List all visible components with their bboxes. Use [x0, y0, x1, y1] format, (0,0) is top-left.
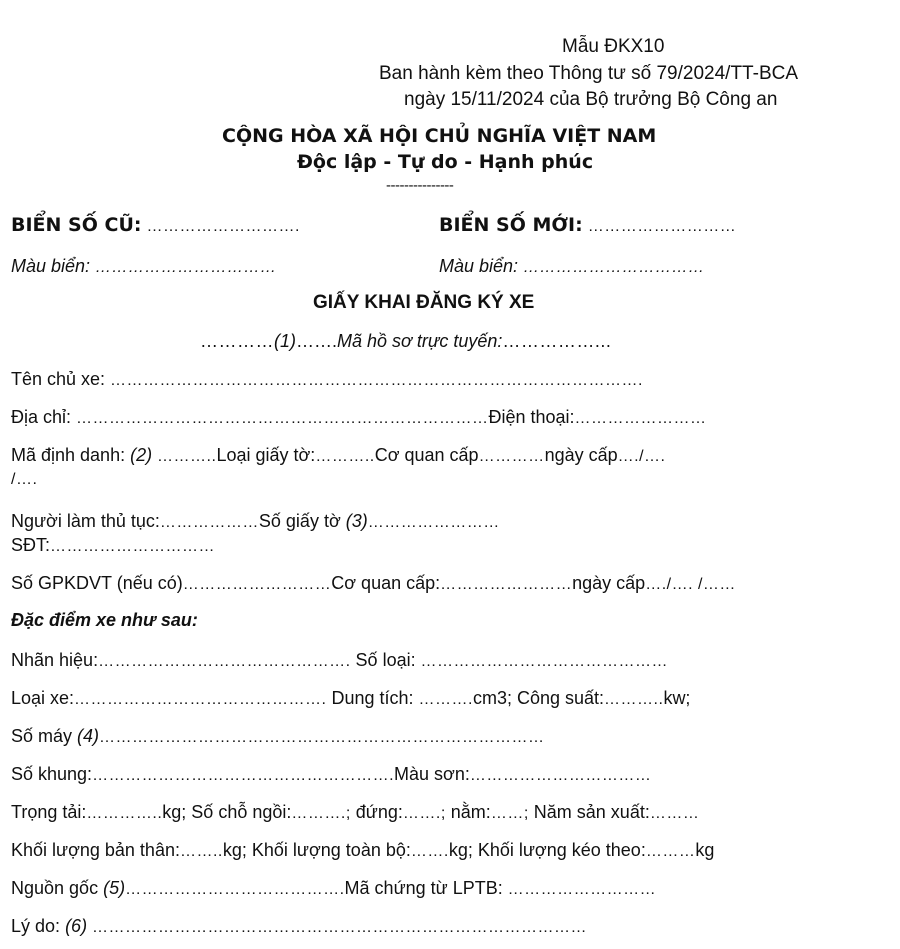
new-plate-field[interactable]: ………………………	[587, 218, 737, 235]
standing-label: đứng:	[355, 802, 403, 822]
vehicle-section-title: Đặc điểm xe như sau:	[11, 610, 198, 630]
online-file-label: Mã hồ sơ trực tuyến:	[337, 331, 503, 351]
paint-color-field[interactable]: ……………………………	[469, 767, 652, 784]
total-weight-label: Khối lượng toàn bộ:	[251, 840, 411, 860]
new-plate-row	[439, 216, 736, 235]
capacity-field[interactable]: ……….	[413, 691, 473, 708]
gpkdvt-date-field[interactable]: …./…. /……	[645, 576, 736, 593]
engine-number-field[interactable]: ………………………………………………………………………	[99, 729, 545, 746]
brand-label: Nhãn hiệu:	[11, 650, 99, 670]
total-weight-field[interactable]: …….	[410, 843, 449, 860]
year-field[interactable]: ………	[649, 805, 700, 822]
office-field[interactable]: …………	[200, 331, 274, 351]
applicant-phone-row	[11, 536, 215, 555]
total-weight-unit: kg;	[448, 840, 473, 860]
phone-label: Điện thoại:	[488, 407, 575, 427]
lying-label: nằm:	[450, 802, 491, 822]
vehicle-type-label: Loại xe:	[11, 688, 75, 708]
lying-field[interactable]: ……;	[490, 805, 529, 822]
tow-weight-field[interactable]: ………	[645, 843, 696, 860]
reason-field[interactable]: ………………………………………………………………………………	[87, 919, 588, 936]
self-weight-label: Khối lượng bản thân:	[11, 840, 180, 860]
vehicle-type-row	[11, 689, 690, 708]
id-label: Mã định danh:	[11, 445, 126, 465]
tow-weight-unit: kg	[695, 840, 715, 860]
lptb-label: Mã chứng từ LPTB:	[344, 878, 503, 898]
id-date-label: ngày cấp	[544, 445, 618, 465]
new-plate-label: BIỂN SỐ MỚI:	[439, 214, 583, 236]
separator-dots: …….	[296, 331, 338, 351]
note-4: (4)	[77, 726, 100, 746]
old-plate-color-label: Màu biển:	[11, 256, 91, 276]
frame-number-field[interactable]: ……………………………………………….	[92, 767, 395, 784]
doc-number-field[interactable]: ……………………	[367, 514, 500, 531]
doc-type-field[interactable]: ………..	[315, 448, 375, 465]
frame-number-label: Số khung:	[11, 764, 93, 784]
address-field[interactable]: …………………………………………………………………	[71, 410, 489, 427]
note-6: (6)	[65, 916, 88, 936]
self-weight-unit: kg;	[222, 840, 247, 860]
old-plate-color-field[interactable]: ……………………………	[95, 259, 277, 276]
note-5: (5)	[103, 878, 126, 898]
capacity-label: Dung tích:	[331, 688, 414, 708]
gpkdvt-date-label: ngày cấp	[572, 573, 646, 593]
origin-row	[11, 879, 656, 898]
owner-name-label: Tên chủ xe:	[11, 369, 106, 389]
reason-row	[11, 917, 587, 936]
standing-field[interactable]: …….;	[402, 805, 446, 822]
header-divider: ---------------	[386, 177, 454, 194]
frame-number-row	[11, 765, 651, 784]
note-3: (3)	[345, 511, 368, 531]
form-code: Mẫu ĐKX10	[562, 36, 665, 57]
id-date-field[interactable]: …./….	[617, 448, 666, 465]
old-plate-color-row	[11, 257, 277, 276]
owner-name-row	[11, 370, 643, 389]
applicant-phone-label: SĐT:	[11, 535, 51, 555]
applicant-phone-field[interactable]: …………………………	[50, 538, 216, 555]
power-label: Công suất:	[516, 688, 605, 708]
gpkdvt-row	[11, 574, 736, 593]
note-1: (1)	[274, 331, 296, 351]
address-label: Địa chỉ:	[11, 407, 72, 427]
issued-line-1: Ban hành kèm theo Thông tư số 79/2024/TT-BCA	[379, 63, 799, 84]
capacity-unit: cm3;	[472, 688, 512, 708]
engine-number-label: Số máy	[11, 726, 73, 746]
new-plate-color-row	[439, 257, 705, 276]
phone-field[interactable]: ……………………	[574, 410, 707, 427]
gpkdvt-label: Số GPKDVT (nếu có)	[11, 573, 183, 593]
brand-row	[11, 651, 668, 670]
power-unit: kw;	[663, 688, 691, 708]
load-field[interactable]: …………..	[86, 805, 163, 822]
applicant-row	[11, 512, 500, 531]
note-2: (2)	[130, 445, 153, 465]
doc-type-label: Loại giấy tờ:	[216, 445, 316, 465]
weight-row	[11, 841, 714, 860]
paint-color-label: Màu sơn:	[394, 764, 470, 784]
id-row	[11, 446, 665, 465]
self-weight-field[interactable]: ……..	[179, 843, 223, 860]
owner-name-field[interactable]: …………………………………………………………………………………….	[105, 372, 643, 389]
country-name: CỘNG HÒA XÃ HỘI CHỦ NGHĨA VIỆT NAM	[222, 125, 657, 147]
origin-label: Nguồn gốc	[11, 878, 99, 898]
vehicle-type-field[interactable]: ……………………………………….	[74, 691, 327, 708]
model-field[interactable]: ………………………………………	[415, 653, 669, 670]
gpkdvt-issuer-field[interactable]: ……………………	[440, 576, 573, 593]
power-field[interactable]: ………..	[604, 691, 664, 708]
load-unit: kg;	[162, 802, 187, 822]
old-plate-label: BIỂN SỐ CŨ:	[11, 214, 142, 236]
brand-field[interactable]: ……………………………………….	[98, 653, 351, 670]
address-row	[11, 408, 707, 427]
form-title: GIẤY KHAI ĐĂNG KÝ XE	[313, 292, 535, 313]
applicant-field[interactable]: ………………	[159, 514, 259, 531]
id-issuer-label: Cơ quan cấp	[374, 445, 479, 465]
lptb-field[interactable]: ………………………	[502, 881, 657, 898]
issued-line-2: ngày 15/11/2024 của Bộ trưởng Bộ Công an	[404, 89, 778, 110]
id-date-field-wrap[interactable]: /….	[11, 471, 38, 488]
origin-field[interactable]: ………………………………….	[125, 881, 345, 898]
new-plate-color-label: Màu biển:	[439, 256, 519, 276]
old-plate-row	[11, 216, 300, 235]
online-file-row	[200, 332, 611, 350]
seats-field[interactable]: ……….;	[291, 805, 351, 822]
model-label: Số loại:	[355, 650, 416, 670]
engine-number-row	[11, 727, 545, 746]
old-plate-field[interactable]: ……………………….	[146, 218, 300, 235]
seats-label: Số chỗ ngồi:	[191, 802, 292, 822]
doc-number-label: Số giấy tờ	[258, 511, 341, 531]
reason-label: Lý do:	[11, 916, 61, 936]
gpkdvt-field[interactable]: ………………………	[182, 576, 332, 593]
id-issuer-field[interactable]: …………	[478, 448, 545, 465]
national-motto: Độc lập - Tự do - Hạnh phúc	[297, 151, 594, 173]
gpkdvt-issuer-label: Cơ quan cấp:	[331, 573, 441, 593]
online-file-field[interactable]: ……………...	[502, 331, 612, 351]
year-label: Năm sản xuất:	[533, 802, 650, 822]
new-plate-color-field[interactable]: ……………………………	[523, 259, 705, 276]
id-field[interactable]: ………..	[152, 448, 217, 465]
applicant-label: Người làm thủ tục:	[11, 511, 160, 531]
tow-weight-label: Khối lượng kéo theo:	[477, 840, 646, 860]
load-label: Trọng tải:	[11, 802, 87, 822]
load-row	[11, 803, 699, 822]
